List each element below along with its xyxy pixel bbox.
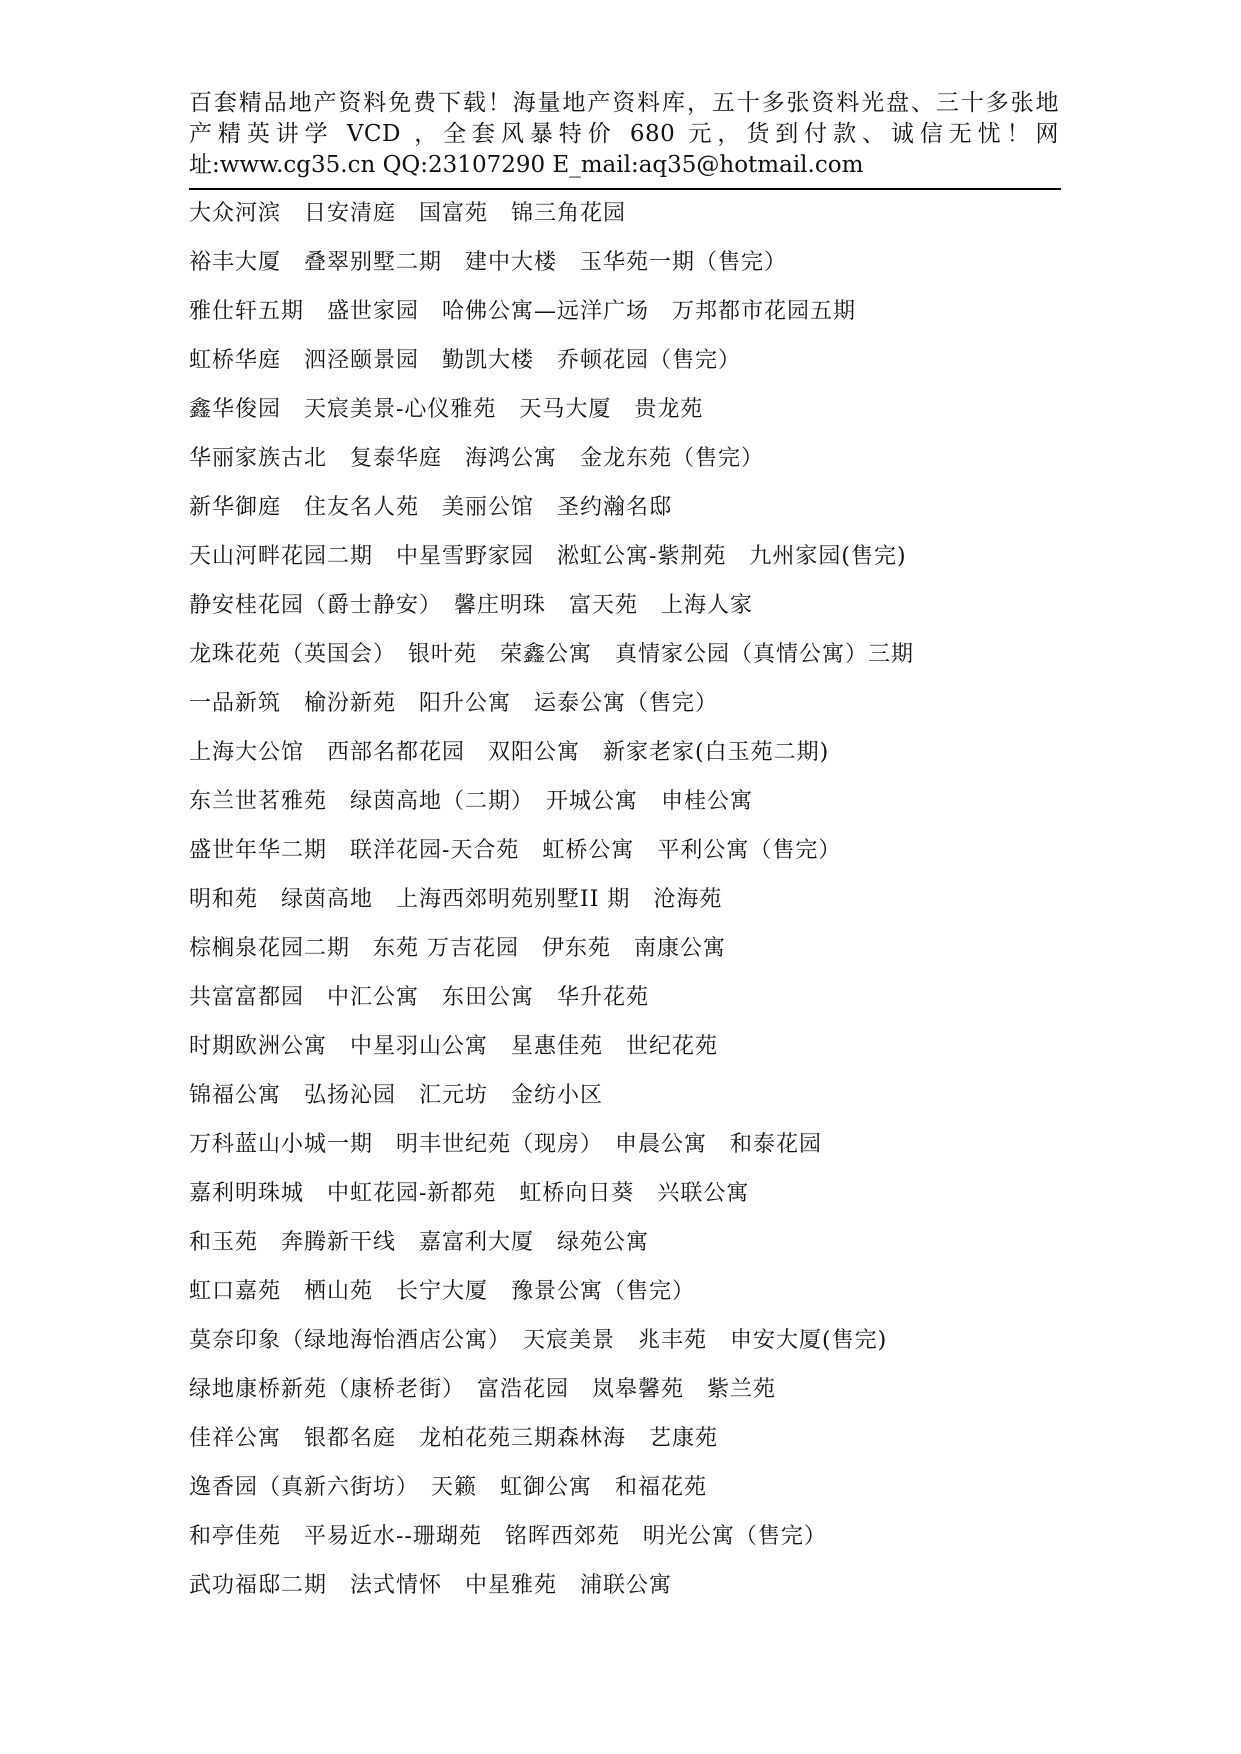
list-item: 嘉利明珠城 中虹花园-新都苑 虹桥向日葵 兴联公寓: [189, 1181, 750, 1206]
list-item: 上海大公馆 西部名都花园 双阳公寓 新家老家(白玉苑二期): [189, 740, 830, 765]
list-item: 共富富都园 中汇公寓 东田公寓 华升花苑: [189, 985, 650, 1010]
list-item: 时期欧洲公寓 中星羽山公寓 星惠佳苑 世纪花苑: [189, 1034, 719, 1059]
list-item: 虹口嘉苑 栖山苑 长宁大厦 豫景公寓（售完）: [189, 1279, 696, 1304]
list-item: 和亭佳苑 平易近水--珊瑚苑 铭晖西郊苑 明光公寓（售完）: [189, 1524, 827, 1549]
property-list: [189, 197, 1049, 1618]
header-divider: [189, 188, 1061, 190]
list-item: 盛世年华二期 联洋花园-天合苑 虹桥公寓 平利公寓（售完）: [189, 838, 842, 863]
list-item: 鑫华俊园 天宸美景-心仪雅苑 天马大厦 贵龙苑: [189, 397, 704, 422]
list-item: 和玉苑 奔腾新干线 嘉富利大厦 绿苑公寓: [189, 1230, 650, 1255]
list-item: 大众河滨 日安清庭 国富苑 锦三角花园: [189, 201, 627, 226]
list-item: 棕榈泉花园二期 东苑 万吉花园 伊东苑 南康公寓: [189, 936, 726, 961]
header-line-1: 百套精品地产资料免费下载！海量地产资料库，五十多张资料光盘、三十多张地: [189, 90, 1059, 116]
list-item: 绿地康桥新苑（康桥老街） 富浩花园 岚皋馨苑 紫兰苑: [189, 1377, 777, 1402]
list-item: 龙珠花苑（英国会） 银叶苑 荣鑫公寓 真情家公园（真情公寓）三期: [189, 642, 915, 667]
list-item: 一品新筑 榆汾新苑 阳升公寓 运泰公寓（售完）: [189, 691, 719, 716]
list-item: 新华御庭 住友名人苑 美丽公馆 圣约瀚名邸: [189, 495, 673, 520]
header-line-2: 产精英讲学 VCD ，全套风暴特价 680 元，货到付款、诚信无忧！网: [189, 121, 1059, 147]
list-item: 雅仕轩五期 盛世家园 哈佛公寓—远洋广场 万邦都市花园五期: [189, 299, 857, 324]
list-item: 莫奈印象（绿地海怡酒店公寓） 天宸美景 兆丰苑 申安大厦(售完): [189, 1328, 888, 1353]
list-item: 裕丰大厦 叠翠别墅二期 建中大楼 玉华苑一期（售完）: [189, 250, 788, 275]
header-line-3: 址:www.cg35.cn QQ:23107290 E_mail:aq35@hotmail.com: [189, 152, 864, 178]
list-item: 天山河畔花园二期 中星雪野家园 淞虹公寓-紫荆苑 九州家园(售完): [189, 544, 907, 569]
list-item: 万科蓝山小城一期 明丰世纪苑（现房） 申晨公寓 和泰花园: [189, 1132, 823, 1157]
list-item: 佳祥公寓 银都名庭 龙柏花苑三期森林海 艺康苑: [189, 1426, 719, 1451]
list-item: 锦福公寓 弘扬沁园 汇元坊 金纺小区: [189, 1083, 604, 1108]
list-item: 明和苑 绿茵高地 上海西郊明苑别墅II 期 沧海苑: [189, 887, 723, 912]
list-item: 逸香园（真新六街坊） 天籁 虹御公寓 和福花苑: [189, 1475, 708, 1500]
list-item: 武功福邸二期 法式情怀 中星雅苑 浦联公寓: [189, 1573, 673, 1598]
list-item: 虹桥华庭 泗泾颐景园 勤凯大楼 乔顿花园（售完）: [189, 348, 742, 373]
list-item: 华丽家族古北 复泰华庭 海鸿公寓 金龙东苑（售完）: [189, 446, 765, 471]
page-header: [189, 88, 1059, 181]
list-item: 东兰世茗雅苑 绿茵高地（二期） 开城公寓 申桂公寓: [189, 789, 754, 814]
list-item: 静安桂花园（爵士静安） 馨庄明珠 富天苑 上海人家: [189, 593, 754, 618]
